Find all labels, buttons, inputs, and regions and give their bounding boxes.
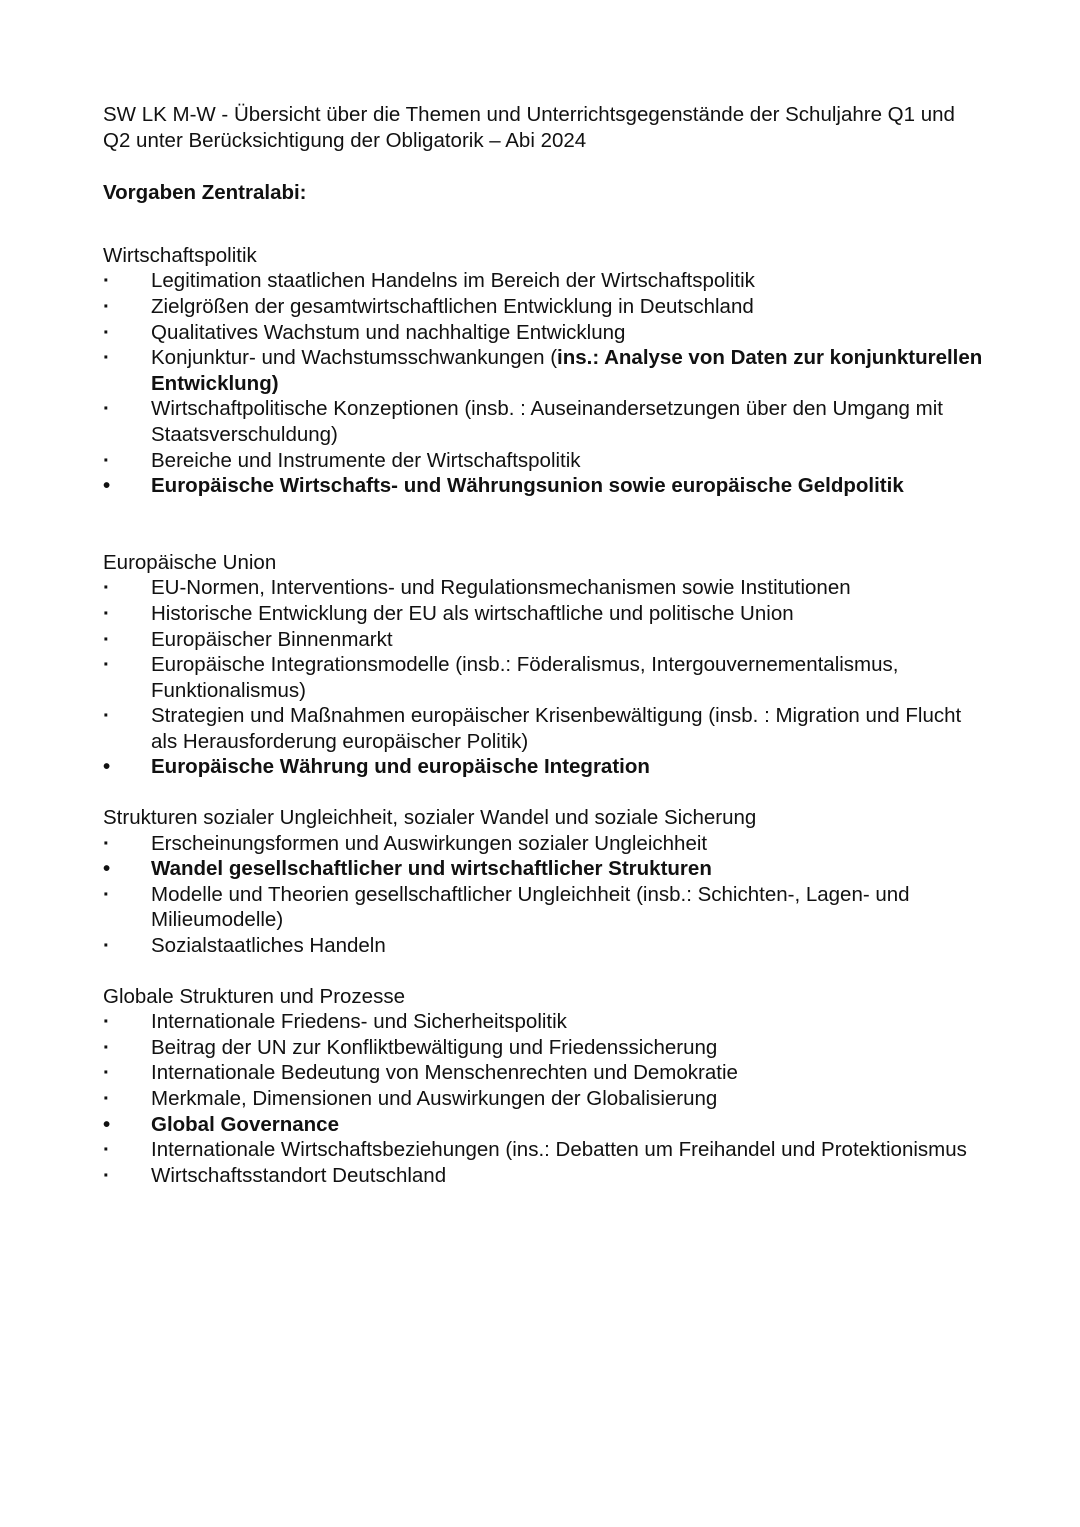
list-item-bold-text: Europäische Wirtschafts- und Währungsunion sowie europäische Geldpolitik	[151, 474, 904, 498]
topic-section	[103, 984, 983, 1189]
topic-section	[103, 243, 983, 499]
list-item	[103, 856, 983, 882]
list-item-text: Zielgrößen der gesamtwirtschaftlichen Entwicklung in Deutschland	[151, 294, 754, 318]
topic-list	[103, 1009, 983, 1188]
bullet-icon	[103, 575, 123, 601]
list-item	[103, 652, 983, 703]
bullet-icon	[103, 1060, 123, 1086]
section-heading: Strukturen sozialer Ungleichheit, sozialer Wandel und soziale Sicherung	[103, 806, 757, 830]
list-item-bold-text: ins.: Analyse von Daten zur konjunkturellen Entwicklung)	[151, 346, 983, 395]
list-item	[103, 1086, 983, 1112]
list-item-text: Wirtschaftpolitische Konzeptionen (insb. : Auseinandersetzungen über den Umgang mit Staatsverschuldung)	[151, 397, 943, 446]
bullet-icon	[103, 396, 123, 422]
bullet-icon	[103, 320, 123, 346]
list-item	[103, 448, 983, 474]
list-item	[103, 1112, 983, 1138]
list-item	[103, 754, 983, 780]
list-item-bold-text: Wandel gesellschaftlicher und wirtschaftlicher Strukturen	[151, 857, 712, 881]
list-item-text: Internationale Friedens- und Sicherheitspolitik	[151, 1010, 567, 1034]
list-item	[103, 345, 983, 396]
topic-section	[103, 805, 983, 959]
list-item-text: Strategien und Maßnahmen europäischer Krisenbewältigung (insb. : Migration und Flucht als Herausforderung europäischer Politik)	[151, 704, 962, 753]
bullet-icon	[103, 601, 123, 627]
bullet-icon	[103, 1086, 123, 1112]
list-item	[103, 396, 983, 447]
bullet-icon	[103, 1137, 123, 1163]
bullet-icon	[103, 1163, 123, 1189]
topic-section	[103, 550, 983, 780]
list-item-text: Bereiche und Instrumente der Wirtschaftspolitik	[151, 448, 581, 472]
bullet-icon	[103, 1035, 123, 1061]
sections-container	[103, 243, 983, 1189]
section-heading: Wirtschaftspolitik	[103, 243, 257, 267]
list-item-bold-text: Europäische Währung und europäische Integration	[151, 755, 650, 779]
list-item	[103, 294, 983, 320]
bullet-icon	[103, 627, 123, 653]
list-item-text: Beitrag der UN zur Konfliktbewältigung und Friedenssicherung	[151, 1035, 718, 1059]
list-item	[103, 473, 983, 499]
list-item	[103, 882, 983, 933]
list-item	[103, 1163, 983, 1189]
bullet-icon	[103, 473, 123, 499]
bullet-icon	[103, 294, 123, 320]
document-subtitle: Vorgaben Zentralabi:	[103, 181, 307, 205]
list-item-text: EU-Normen, Interventions- und Regulationsmechanismen sowie Institutionen	[151, 576, 851, 600]
list-item	[103, 831, 983, 857]
section-heading: Europäische Union	[103, 550, 277, 574]
list-item-text: Modelle und Theorien gesellschaftlicher Ungleichheit (insb.: Schichten-, Lagen- und Milieumodelle)	[151, 882, 910, 932]
document-page	[103, 102, 983, 1188]
list-item	[103, 268, 983, 294]
list-item	[103, 1009, 983, 1035]
topic-list	[103, 575, 983, 780]
list-item-text: Internationale Bedeutung von Menschenrechten und Demokratie	[151, 1061, 738, 1085]
list-item-text: Historische Entwicklung der EU als wirtschaftliche und politische Union	[151, 601, 794, 625]
bullet-icon	[103, 933, 123, 959]
list-item	[103, 933, 983, 959]
bullet-icon	[103, 754, 123, 780]
list-item	[103, 1035, 983, 1061]
list-item	[103, 575, 983, 601]
bullet-icon	[103, 268, 123, 294]
list-item	[103, 627, 983, 653]
bullet-icon	[103, 882, 123, 908]
bullet-icon	[103, 703, 123, 729]
topic-list	[103, 268, 983, 498]
list-item-text: Europäische Integrationsmodelle (insb.: Föderalismus, Intergouvernementalismus, Funktionalismus)	[151, 653, 899, 702]
list-item-text: Konjunktur- und Wachstumsschwankungen (	[151, 346, 558, 370]
list-item-text: Wirtschaftsstandort Deutschland	[151, 1163, 447, 1187]
section-heading: Globale Strukturen und Prozesse	[103, 984, 405, 1008]
list-item	[103, 320, 983, 346]
bullet-icon	[103, 345, 123, 371]
list-item	[103, 1060, 983, 1086]
list-item	[103, 703, 983, 754]
list-item-text: Erscheinungsformen und Auswirkungen sozialer Ungleichheit	[151, 831, 708, 855]
list-item-text: Europäischer Binnenmarkt	[151, 627, 393, 651]
list-item-text: Internationale Wirtschaftsbeziehungen (ins.: Debatten um Freihandel und Protektionismus	[151, 1138, 967, 1162]
bullet-icon	[103, 652, 123, 678]
list-item-text: Legitimation staatlichen Handelns im Bereich der Wirtschaftspolitik	[151, 269, 755, 293]
bullet-icon	[103, 448, 123, 474]
bullet-icon	[103, 831, 123, 857]
list-item	[103, 601, 983, 627]
bullet-icon	[103, 856, 123, 882]
document-title: SW LK M-W - Übersicht über die Themen und Unterrichtsgegenstände der Schuljahre Q1 und Q2 unter Berücksichtigung der Obligatorik – Abi 2024	[103, 103, 955, 152]
list-item-text: Sozialstaatliches Handeln	[151, 934, 386, 958]
topic-list	[103, 831, 983, 959]
list-item-text: Merkmale, Dimensionen und Auswirkungen der Globalisierung	[151, 1087, 718, 1110]
list-item-text: Qualitatives Wachstum und nachhaltige Entwicklung	[151, 320, 626, 344]
list-item	[103, 1137, 983, 1163]
list-item-bold-text: Global Governance	[151, 1112, 339, 1136]
bullet-icon	[103, 1112, 123, 1138]
bullet-icon	[103, 1009, 123, 1035]
